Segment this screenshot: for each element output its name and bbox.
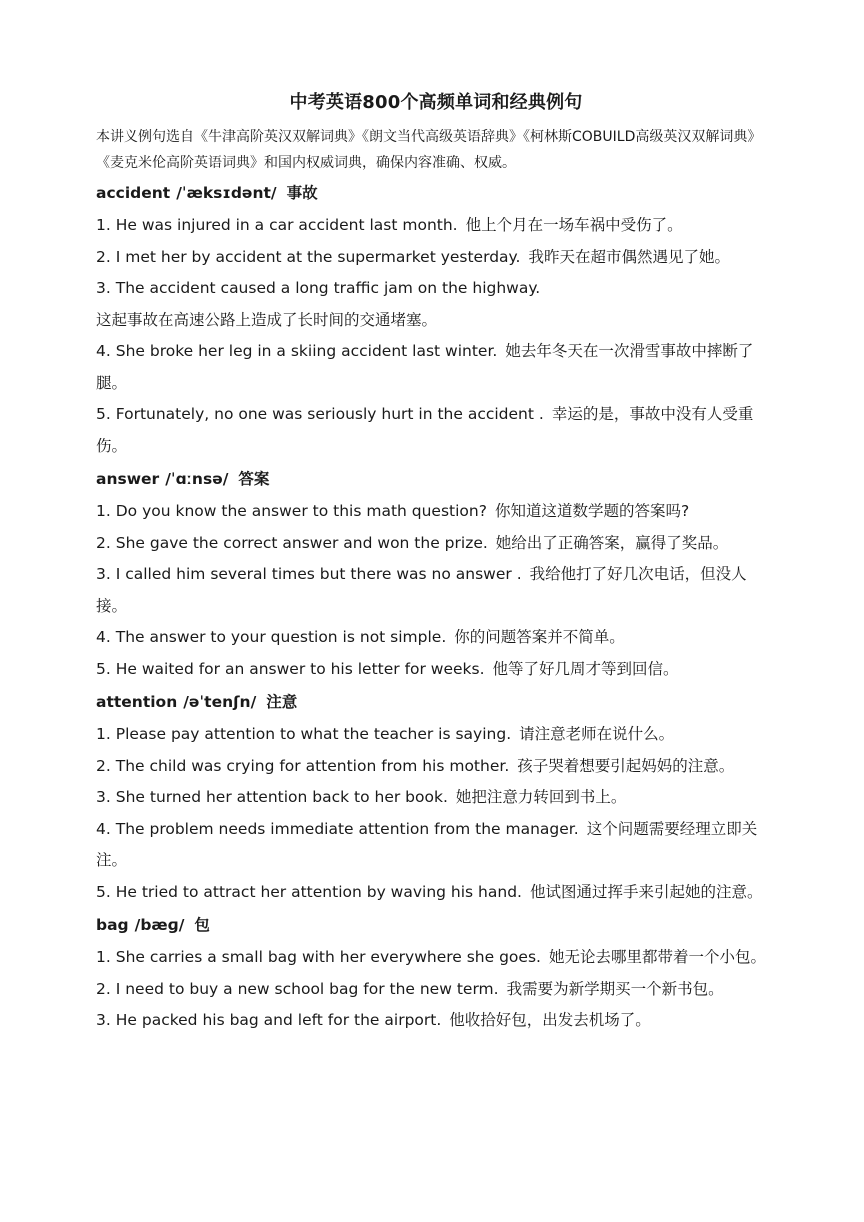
chinese-translation: 他收拾好包，出发去机场了。 [449, 1011, 651, 1029]
example-sentence [96, 273, 776, 305]
chinese-translation: 他等了好几周才等到回信。 [492, 659, 679, 678]
chinese-translation: 我需要为新学期买一个新书包。 [506, 979, 724, 998]
chinese-translation: 她给出了正确答案，赢得了奖品。 [495, 533, 729, 552]
chinese-translation: 你知道这道数学题的答案吗? [494, 502, 690, 520]
english-sentence: The accident caused a long traffic jam on the highway. [115, 279, 541, 297]
example-sentence [96, 496, 776, 528]
phonetic: /ˈæksɪdənt/ [176, 184, 277, 202]
sentence-number: 4. [96, 819, 111, 838]
sentence-number: 1. [96, 948, 111, 966]
phonetic: /əˈtenʃn/ [183, 693, 257, 711]
example-sentence [96, 622, 776, 654]
example-sentence [96, 559, 776, 622]
sentence-number: 5. [96, 882, 111, 901]
english-sentence: He was injured in a car accident last month. [115, 216, 458, 234]
sentence-number: 4. [96, 342, 111, 360]
word-heading-attention [96, 687, 776, 717]
example-sentence [96, 210, 776, 242]
chinese-translation: 我给他打了好几次电话，但没人接。 [96, 565, 747, 615]
word-heading-bag [96, 910, 776, 940]
chinese-translation: 你的问题答案并不简单。 [454, 628, 625, 646]
sentence-number: 2. [96, 533, 111, 552]
english-sentence: The child was crying for attention from his mother. [115, 756, 510, 775]
example-sentence [96, 336, 776, 399]
example-sentence [96, 654, 776, 686]
sentence-number: 4. [96, 628, 111, 646]
sentence-number: 1. [96, 502, 111, 520]
example-sentence [96, 751, 776, 783]
document-page [96, 88, 776, 1037]
sentence-number: 3. [96, 279, 111, 297]
sentence-number: 5. [96, 405, 111, 423]
chinese-translation: 他试图通过挥手来引起她的注意。 [529, 882, 763, 901]
english-sentence: Please pay attention to what the teacher is saying. [115, 725, 512, 743]
sentence-number: 3. [96, 565, 111, 583]
sentence-number: 3. [96, 788, 111, 806]
sentence-number: 2. [96, 247, 111, 266]
sentence-number: 2. [96, 979, 111, 998]
headword: accident [96, 184, 171, 202]
intro-paragraph: 本讲义例句选自《牛津高阶英汉双解词典》《朗文当代高级英语辞典》《柯林斯COBUILD高级英汉双解词典》《麦克米伦高阶英语词典》和国内权威词典，确保内容准确、权威。 [96, 129, 762, 171]
headword: bag [96, 916, 129, 934]
example-sentence [96, 1005, 776, 1037]
english-sentence: I met her by accident at the supermarket yesterday. [115, 247, 521, 266]
english-sentence: She turned her attention back to her book. [115, 788, 448, 806]
english-sentence: He packed his bag and left for the airport. [115, 1011, 442, 1029]
english-sentence: He tried to attract her attention by waving his hand. [115, 882, 522, 901]
english-sentence: I need to buy a new school bag for the new term. [115, 979, 499, 998]
english-sentence: The answer to your question is not simple. [115, 628, 447, 646]
sentence-number: 5. [96, 659, 111, 678]
chinese-translation: 她把注意力转回到书上。 [455, 788, 627, 806]
example-sentence [96, 242, 776, 274]
chinese-translation: 幸运的是，事故中没有人受重伤。 [96, 405, 754, 455]
chinese-translation: 她去年冬天在一次滑雪事故中摔断了腿。 [96, 342, 754, 392]
sentence-number: 3. [96, 1011, 111, 1029]
english-sentence: Do you know the answer to this math question? [115, 502, 487, 520]
chinese-translation-line [96, 305, 776, 337]
headword: answer [96, 470, 160, 488]
meaning: 注意 [266, 693, 298, 711]
example-sentence [96, 942, 776, 974]
headword: attention [96, 693, 178, 711]
phonetic: /ˈɑːnsə/ [165, 470, 229, 488]
english-sentence: I called him several times but there was no answer . [115, 565, 522, 583]
english-sentence: Fortunately, no one was seriously hurt in the accident . [115, 405, 544, 423]
english-sentence: She gave the correct answer and won the prize. [115, 533, 488, 552]
meaning: 答案 [238, 470, 270, 488]
vocabulary-list [96, 178, 776, 1037]
chinese-translation: 她无论去哪里都带着一个小包。 [548, 948, 766, 966]
example-sentence [96, 877, 776, 909]
english-sentence: She broke her leg in a skiing accident last winter. [115, 342, 498, 360]
english-sentence: She carries a small bag with her everywhere she goes. [115, 948, 541, 966]
example-sentence [96, 782, 776, 814]
english-sentence: The problem needs immediate attention from the manager. [115, 819, 579, 838]
chinese-translation: 这起事故在高速公路上造成了长时间的交通堵塞。 [96, 310, 438, 329]
chinese-translation: 他上个月在一场车祸中受伤了。 [465, 216, 683, 234]
sentence-number: 1. [96, 725, 111, 743]
chinese-translation: 请注意老师在说什么。 [519, 725, 675, 743]
chinese-translation: 孩子哭着想要引起妈妈的注意。 [517, 756, 735, 775]
phonetic: /bæɡ/ [134, 916, 185, 934]
example-sentence [96, 814, 776, 877]
chinese-translation: 这个问题需要经理立即关注。 [96, 819, 758, 869]
meaning: 包 [194, 916, 210, 934]
chinese-translation: 我昨天在超市偶然遇见了她。 [528, 247, 730, 266]
meaning: 事故 [286, 184, 318, 202]
word-heading-answer [96, 464, 776, 494]
english-sentence: He waited for an answer to his letter for weeks. [115, 659, 485, 678]
sentence-number: 1. [96, 216, 111, 234]
example-sentence [96, 528, 776, 560]
word-heading-accident [96, 178, 776, 208]
document-title: 中考英语800个高频单词和经典例句 [289, 92, 583, 113]
example-sentence [96, 719, 776, 751]
example-sentence [96, 974, 776, 1006]
example-sentence [96, 399, 776, 462]
sentence-number: 2. [96, 756, 111, 775]
